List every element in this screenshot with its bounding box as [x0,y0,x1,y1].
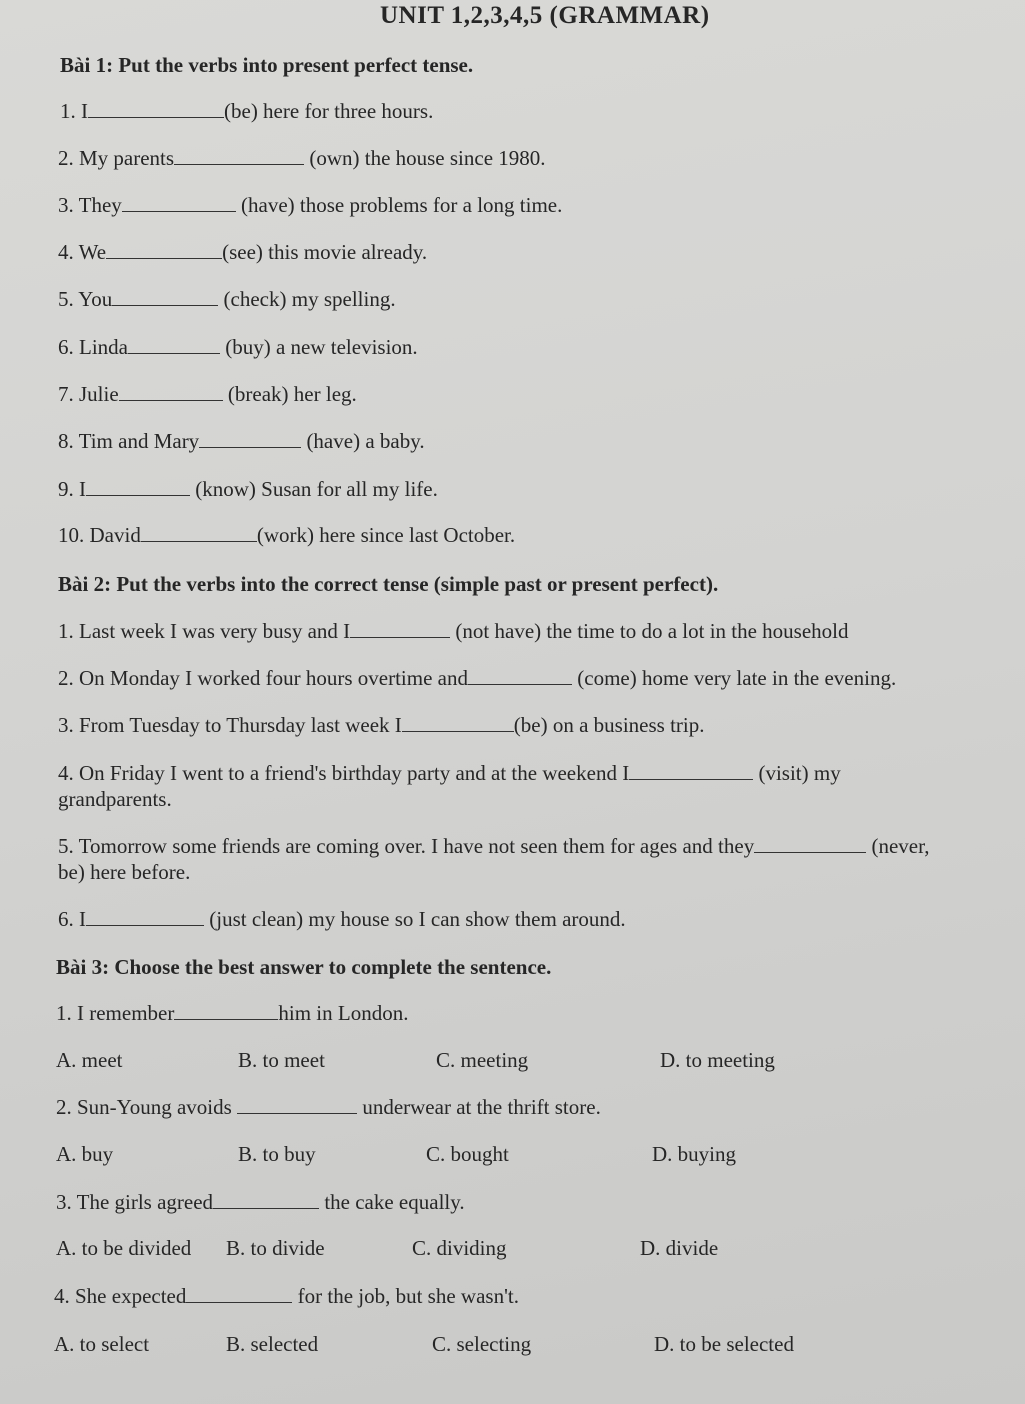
answer-blank[interactable] [186,1284,292,1303]
ex3-question-post: him in London. [278,1001,409,1025]
ex2-item-pre: 2. On Monday I worked four hours overtime and [58,666,468,690]
ex1-item-pre: 10. David [58,523,141,547]
ex2-item [58,833,930,859]
ex3-question [56,1094,601,1120]
answer-blank[interactable] [112,287,218,306]
answer-blank[interactable] [119,382,223,401]
answer-blank[interactable] [86,477,190,496]
option-d[interactable]: D. buying [652,1142,736,1166]
ex1-item [58,522,515,548]
ex1-item [58,239,427,265]
ex2-item-pre: 3. From Tuesday to Thursday last week I [58,713,402,737]
answer-blank[interactable] [468,666,572,685]
ex2-item [58,712,704,738]
ex2-item [58,618,849,644]
ex1-item-pre: 5. You [58,287,113,311]
answer-blank[interactable] [629,761,753,780]
answer-blank[interactable] [106,240,222,259]
ex1-item-post: (check) my spelling. [223,287,396,311]
ex1-item-post: (have) a baby. [306,429,425,453]
ex1-item-pre: 4. We [58,240,107,264]
ex3-question-pre: 3. The girls agreed [56,1190,214,1214]
ex1-item-pre: 2. My parents [58,146,175,170]
ex2-item-post: (be) on a business trip. [513,713,705,737]
answer-blank[interactable] [88,99,224,118]
option-c[interactable]: C. selecting [432,1332,532,1356]
answer-blank[interactable] [174,1001,278,1020]
ex1-item [60,98,433,124]
option-c[interactable]: C. meeting [436,1048,529,1072]
answer-blank[interactable] [402,713,514,732]
option-d[interactable]: D. to be selected [654,1332,794,1356]
page-title: UNIT 1,2,3,4,5 (GRAMMAR) [380,2,710,29]
ex2-item-continuation: be) here before. [58,860,191,884]
ex1-item [58,428,425,454]
ex3-question-pre: 1. I remember [56,1001,175,1025]
ex2-item-continuation: grandparents. [58,787,172,811]
answer-blank[interactable] [122,193,236,212]
ex1-item-pre: 3. They [58,193,122,217]
answer-blank[interactable] [141,523,257,542]
ex2-item-pre: 5. Tomorrow some friends are coming over. I have not seen them for ages and they [58,834,755,858]
ex2-item [58,760,841,786]
ex1-item [58,476,438,502]
ex3-question [56,1189,465,1215]
ex3-question [54,1283,519,1309]
ex2-item-pre: 1. Last week I was very busy and I [58,619,351,643]
option-c[interactable]: C. dividing [412,1236,507,1260]
option-b[interactable]: B. to buy [238,1142,316,1166]
ex1-item-post: (buy) a new television. [225,335,418,359]
ex1-heading: Bài 1: Put the verbs into present perfect tense. [60,53,474,77]
ex2-item-pre: 4. On Friday I went to a friend's birthday party and at the weekend I [58,761,630,785]
ex2-item-post: (never, [871,834,930,858]
option-a[interactable]: A. meet [56,1048,123,1072]
option-a[interactable]: A. to be divided [56,1236,192,1260]
ex1-item [58,381,357,407]
answer-blank[interactable] [199,429,301,448]
ex3-heading: Bài 3: Choose the best answer to complete the sentence. [56,955,552,979]
ex1-item-post: (have) those problems for a long time. [241,193,563,217]
ex1-item [58,286,396,312]
answer-blank[interactable] [86,907,204,926]
ex2-item-post: (come) home very late in the evening. [577,666,897,690]
option-a[interactable]: A. buy [56,1142,114,1166]
ex3-question [56,1000,408,1026]
ex1-item-post: (work) here since last October. [256,523,516,547]
ex1-item-pre: 9. I [58,477,86,501]
option-d[interactable]: D. to meeting [660,1048,775,1072]
ex1-item-post: (be) here for three hours. [224,99,434,123]
ex1-item-post: (break) her leg. [227,382,357,406]
option-b[interactable]: B. to meet [238,1048,325,1072]
ex3-question-post: for the job, but she wasn't. [297,1284,519,1308]
ex1-item [58,334,418,360]
ex1-item-post: (own) the house since 1980. [309,146,546,170]
ex2-item [58,665,896,691]
ex1-item-pre: 8. Tim and Mary [58,429,200,453]
ex2-heading: Bài 2: Put the verbs into the correct tense (simple past or present perfect). [58,572,719,596]
ex2-item-post: (not have) the time to do a lot in the household [455,619,849,643]
answer-blank[interactable] [237,1095,357,1114]
ex3-question-post: the cake equally. [324,1190,465,1214]
ex1-item [58,192,562,218]
ex1-item-pre: 1. I [60,99,88,123]
ex1-item [58,145,546,171]
ex2-item-post: (just clean) my house so I can show them around. [209,907,626,931]
ex1-item-pre: 6. Linda [58,335,128,359]
ex1-item-pre: 7. Julie [58,382,119,406]
option-c[interactable]: C. bought [426,1142,509,1166]
option-b[interactable]: B. to divide [226,1236,325,1260]
ex2-item-post: (visit) my [758,761,841,785]
ex3-question-post: underwear at the thrift store. [362,1095,601,1119]
answer-blank[interactable] [213,1190,319,1209]
option-a[interactable]: A. to select [54,1332,150,1356]
ex3-question-pre: 4. She expected [54,1284,187,1308]
answer-blank[interactable] [174,146,304,165]
ex2-item-pre: 6. I [58,907,86,931]
option-b[interactable]: B. selected [226,1332,319,1356]
answer-blank[interactable] [128,335,220,354]
ex1-item-post: (see) this movie already. [222,240,428,264]
answer-blank[interactable] [754,834,866,853]
option-d[interactable]: D. divide [640,1236,719,1260]
ex1-item-post: (know) Susan for all my life. [195,477,438,501]
ex3-question-pre: 2. Sun-Young avoids [56,1095,232,1119]
answer-blank[interactable] [350,619,450,638]
ex2-item [58,906,626,932]
